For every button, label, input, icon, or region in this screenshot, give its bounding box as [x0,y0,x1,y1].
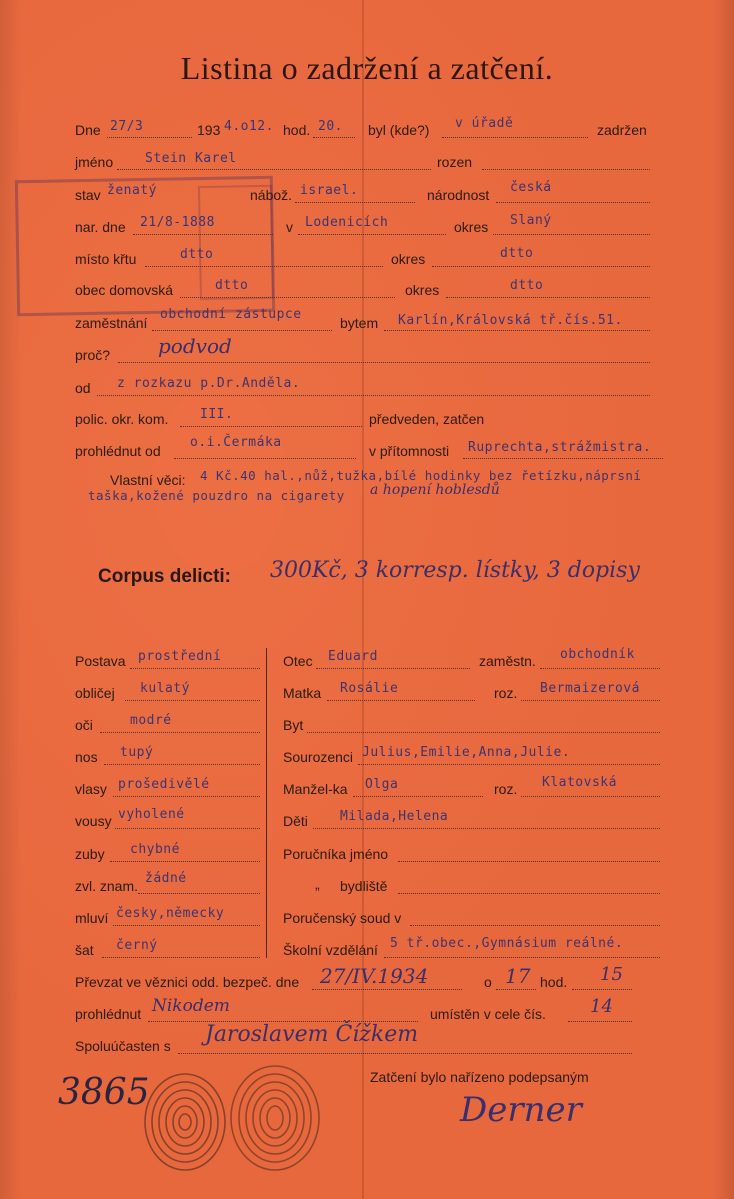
prohl-label: prohlédnut od [75,443,161,459]
hod-value: 20. [318,119,343,134]
nar-value: 21/8-1888 [140,215,215,230]
signature: Derner [460,1090,582,1130]
umisten-label: umístěn v cele čís. [430,1006,546,1022]
footer-hod-value: 15 [600,964,623,985]
umisten-value: 14 [590,996,613,1017]
quote-mark: „ [315,876,320,892]
jmeno-value: Stein Karel [145,151,237,166]
okres3-label: okres [405,282,440,298]
bydliste-label: bydliště [340,878,388,894]
hod-label: hod. [283,122,311,138]
pritom-label: v přítomnosti [369,443,450,459]
zamestn-label: zaměstn. [479,653,536,669]
postava-label: Postava [75,653,126,669]
souroz-label: Sourozenci [283,749,354,765]
vousy-value: vyholené [118,807,185,822]
fold-crease [362,0,364,1199]
polic-label: polic. okr. kom. [75,411,169,427]
otec-label: Otec [283,653,313,669]
okres2-label: okres [391,251,426,267]
deti-label: Děti [283,813,308,829]
nar-label: nar. dne [75,219,126,235]
stav-value: ženatý [107,183,157,198]
proc-label: proč? [75,347,111,363]
spolu-value: Jaroslavem Čížkem [205,1022,419,1047]
zvl-value: žádné [145,871,187,886]
od-value: z rozkazu p.Dr.Anděla. [117,376,301,391]
skola-value: 5 tř.obec.,Gymnásium reálné. [390,936,624,951]
naboz-value: israel. [300,183,359,198]
nos-label: nos [75,749,98,765]
obec-value: dtto [215,278,249,293]
naboz-label: nábož. [250,187,293,203]
vlasy-value: prošedivělé [118,777,210,792]
vlasy-label: vlasy [75,781,107,797]
corpus-value: 300Kč, 3 korresp. lístky, 3 dopisy [270,558,640,583]
obec-label: obec domovská [75,282,174,298]
okres2-value: dtto [500,246,534,261]
v-label: v [286,219,293,235]
jmeno-label: jméno [75,154,114,170]
footer-prohl-value: Nikodem [152,996,230,1016]
year-value: 4.o12. [224,119,274,134]
o-value: 17 [505,964,531,988]
sat-value: černý [116,938,158,953]
zatceni-label: Zatčení bylo nařízeno podepsaným [370,1069,589,1085]
soud-label: Poručenský soud v [283,910,402,926]
nos-value: tupý [120,745,154,760]
dne-value: 27/3 [110,119,144,134]
corpus-label: Corpus delicti: [98,566,232,587]
prevzat-label: Převzat ve věznici odd. bezpeč. dne [75,974,300,990]
footer-prohl-label: prohlédnut [75,1006,142,1022]
veci-value-2: taška,kožené pouzdro na cigarety [88,488,345,503]
byt-label: Byt [283,717,304,733]
bytem-label: bytem [340,315,379,331]
oci-value: modré [130,713,172,728]
sat-label: šat [75,942,94,958]
porucnik-label: Poručníka jméno [283,846,389,862]
proc-value: podvod [158,334,232,358]
matka-label: Matka [283,685,322,701]
otec-value: Eduard [328,649,378,664]
zuby-value: chybné [130,842,180,857]
year-prefix: 193 [197,122,221,138]
column-divider [266,648,267,958]
v-value: Lodenicích [305,215,389,230]
dne-label: Dne [75,122,101,138]
polic-value: III. [200,407,234,422]
veci-hand: a hopení hoblesdů [370,482,500,498]
narodnost-value: česká [510,180,552,195]
spolu-label: Spoluúčasten s [75,1038,171,1054]
case-number: 3865 [58,1072,150,1113]
roz2-label: roz. [494,781,518,797]
roz-label: roz. [494,685,518,701]
fingerprint-left [145,1074,225,1170]
oci-label: oči [75,717,93,733]
zvl-label: zvl. znam. [75,878,139,894]
o-label: o [484,974,492,990]
veci-label: Vlastní věci: [110,472,186,488]
bytem-value: Karlín,Královská tř.čís.51. [398,313,623,328]
zadrzen-label: zadržen [597,122,647,138]
deti-value: Milada,Helena [340,809,449,824]
rozen-label: rozen [437,154,473,170]
zuby-label: zuby [75,846,105,862]
manzel-label: Manžel-ka [283,781,348,797]
souroz-value: Julius,Emilie,Anna,Julie. [362,745,571,760]
fingerprints [140,1060,330,1180]
mluvi-value: česky,německy [116,906,225,921]
prohl-value: o.i.Čermáka [190,435,282,450]
byl-value: v úřadě [455,116,514,131]
pritom-value: Ruprechta,strážmistra. [468,440,652,455]
veci-value-1: 4 Kč.40 hal.,nůž,tužka,bílé hodinky bez řetízku,náprsní [200,468,642,483]
zam-label: zaměstnání [75,315,148,331]
manzel-value: Olga [365,777,399,792]
matka-value: Rosálie [340,681,399,696]
od-label: od [75,380,91,396]
narodnost-label: národnost [427,187,490,203]
okres3-value: dtto [510,278,544,293]
misto-value: dtto [180,247,214,262]
roz-value: Bermaizerová [540,681,640,696]
oblicej-label: obličej [75,685,115,701]
fingerprint-right [231,1066,319,1170]
zamestn-value: obchodník [560,647,635,662]
mluvi-label: mluví [75,910,109,926]
zam-value: obchodní zástupce [160,307,302,322]
postava-value: prostřední [138,649,222,664]
misto-label: místo křtu [75,251,137,267]
document-title: Listina o zadržení a zatčení. [180,50,554,86]
okres-value: Slaný [510,213,552,228]
skola-label: Školní vzdělání [283,942,378,958]
okres-label: okres [454,219,489,235]
byl-label: byl (kde?) [368,122,430,138]
oblicej-value: kulatý [140,681,190,696]
predveden-label: předveden, zatčen [369,411,485,427]
footer-hod-label: hod. [540,974,568,990]
roz2-value: Klatovská [542,775,617,790]
vousy-label: vousy [75,813,112,829]
stav-label: stav [75,187,101,203]
prevzat-value: 27/IV.1934 [320,964,429,988]
